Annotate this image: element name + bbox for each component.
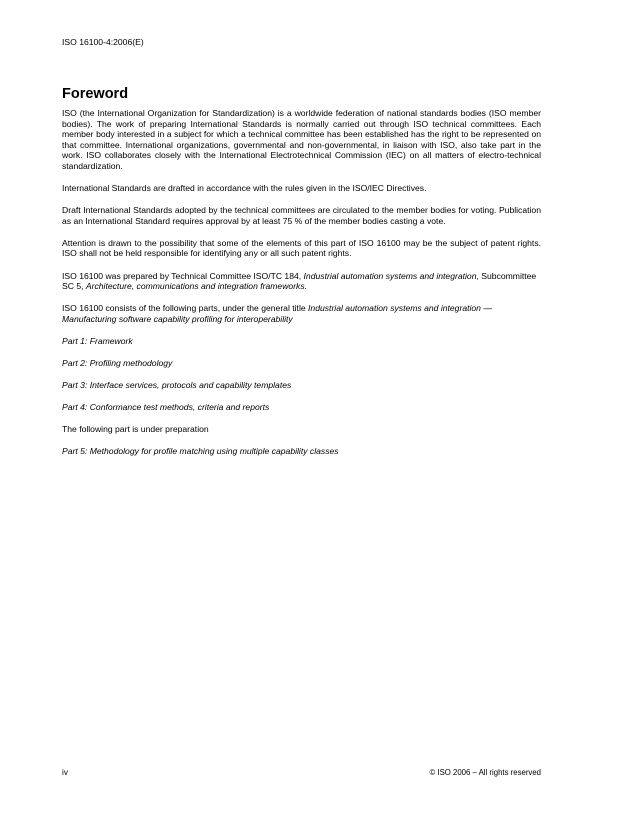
part-item — [62, 336, 541, 347]
subcommittee-text: , Subcommittee SC 5, — [62, 270, 537, 292]
part-3-label: Part 3: Interface services, protocols and capability templates — [62, 380, 292, 391]
committee-title: Industrial automation systems and integration — [303, 270, 477, 281]
subcommittee-title: Architecture, communications and integration frameworks. — [85, 281, 308, 292]
prepared-by-text: ISO 16100 was prepared by Technical Committee ISO/TC 184, — [62, 270, 304, 281]
paragraph-draft-standards: Draft International Standards adopted by the technical committees are circulated to the member bodies for voting. Publication as an International Standard requires approval by at least 75 % of the member bodies casting a vote. — [62, 205, 541, 226]
part-item — [62, 380, 541, 391]
part-item — [62, 358, 541, 369]
document-id-header: ISO 16100-4:2006(E) — [62, 37, 144, 47]
preparation-note: The following part is under preparation — [62, 424, 209, 435]
page-title: Foreword — [62, 86, 129, 102]
part-5-label: Part 5: Methodology for profile matching using multiple capability classes — [62, 446, 339, 457]
page-number: iv — [62, 768, 68, 777]
parts-intro-text: ISO 16100 consists of the following parts, under the general title — [62, 303, 309, 314]
general-title: Industrial automation systems and integration — Manufacturing software capability profiling for interoperability — [62, 303, 492, 324]
part-1-label: Part 1: Framework — [62, 335, 133, 346]
paragraph-prepared-by — [62, 271, 541, 292]
part-item — [62, 402, 541, 413]
copyright-notice: © ISO 2006 – All rights reserved — [429, 768, 541, 777]
paragraph-parts-intro — [62, 303, 541, 324]
paragraph-iso-overview: ISO (the International Organization for Standardization) is a worldwide federation of national standards bodies (ISO member bodies). The work of preparing International Standards is normally carried out through ISO technical committees. Each member body interested in a subject for which a technical committee has been established has the right to be represented on that committee. International organizations, governmental and non-governmental, in liaison with ISO, also take part in the work. ISO collaborates closely with the International Electrotechnical Commission (IEC) on all matters of electro-technical standardization. — [62, 108, 541, 171]
paragraph-patent-rights: Attention is drawn to the possibility that some of the elements of this part of ISO 16100 may be the subject of patent rights. ISO shall not be held responsible for identifying any or all such patent rights. — [62, 237, 541, 259]
part-4-label: Part 4: Conformance test methods, criteria and reports — [62, 402, 270, 413]
paragraph-directives: International Standards are drafted in accordance with the rules given in the ISO/IEC Directives. — [62, 183, 427, 194]
part-item — [62, 446, 541, 457]
part-2-label: Part 2: Profiling methodology — [62, 358, 173, 368]
foreword-body — [62, 108, 541, 468]
